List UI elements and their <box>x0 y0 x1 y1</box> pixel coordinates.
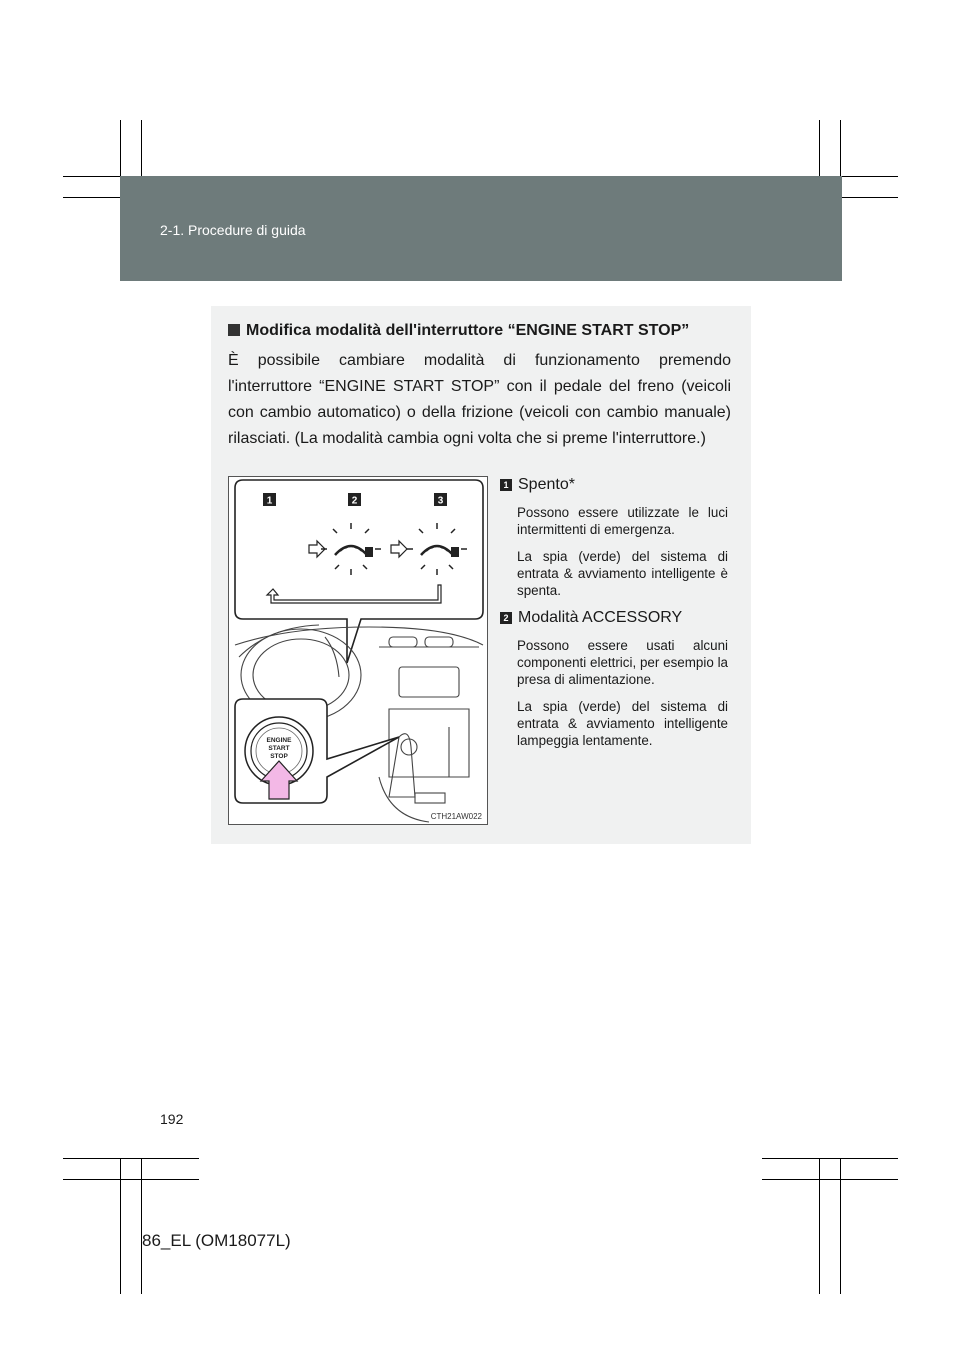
document-code: 86_EL (OM18077L) <box>142 1231 291 1250</box>
number-badge: 1 <box>500 479 512 491</box>
button-text-stop: STOP <box>270 753 288 760</box>
dashboard-illustration <box>229 477 487 824</box>
fig-label-2: 2 <box>351 495 358 507</box>
page-number: 192 <box>160 1111 184 1127</box>
section-title: 2-1. Procedure di guida <box>160 222 306 238</box>
mode-title-accessory: Modalità ACCESSORY <box>518 609 683 626</box>
crop-mark <box>63 1158 199 1159</box>
mode-description: La spia (verde) del sistema di entrata & avviamento intelligente è spenta. <box>517 549 728 598</box>
mode-description: Possono essere usati alcuni componenti elettrici, per esempio la presa di alimentazione. <box>517 638 728 687</box>
modes-list <box>500 476 728 759</box>
crop-mark <box>762 1179 898 1180</box>
button-text-engine: ENGINE <box>266 737 292 744</box>
panel-paragraph: È possibile cambiare modalità di funzionamento premendo l'interruttore “ENGINE START STOP” con il pedale del freno (veicoli con cambio automatico) o della frizione (veicoli con cambio manuale) rilasciati. (La modalità cambia ogni volta che si preme l'interruttore.) <box>228 352 731 447</box>
button-text-start: START <box>268 745 290 752</box>
panel-title-text: Modifica modalità dell'interruttore “ENGINE START STOP” <box>246 322 690 339</box>
mode-item-title <box>500 609 728 627</box>
bullet-square-icon <box>228 324 240 336</box>
mode-description: La spia (verde) del sistema di entrata & avviamento intelligente lampeggia lentamente. <box>517 699 728 748</box>
figure-illustration <box>228 476 488 825</box>
fig-label-3: 3 <box>437 495 444 507</box>
fig-label-1: 1 <box>266 495 273 507</box>
panel-title <box>228 322 689 340</box>
section-header <box>120 176 842 281</box>
crop-mark <box>63 1179 199 1180</box>
mode-description: Possono essere utilizzate le luci intermittenti di emergenza. <box>517 505 728 537</box>
crop-mark <box>762 1158 898 1159</box>
figure-code: CTH21AW022 <box>430 812 482 821</box>
number-badge: 2 <box>500 612 512 624</box>
info-panel <box>211 306 751 844</box>
mode-item-title <box>500 476 728 494</box>
mode-title-off: Spento* <box>518 476 575 493</box>
